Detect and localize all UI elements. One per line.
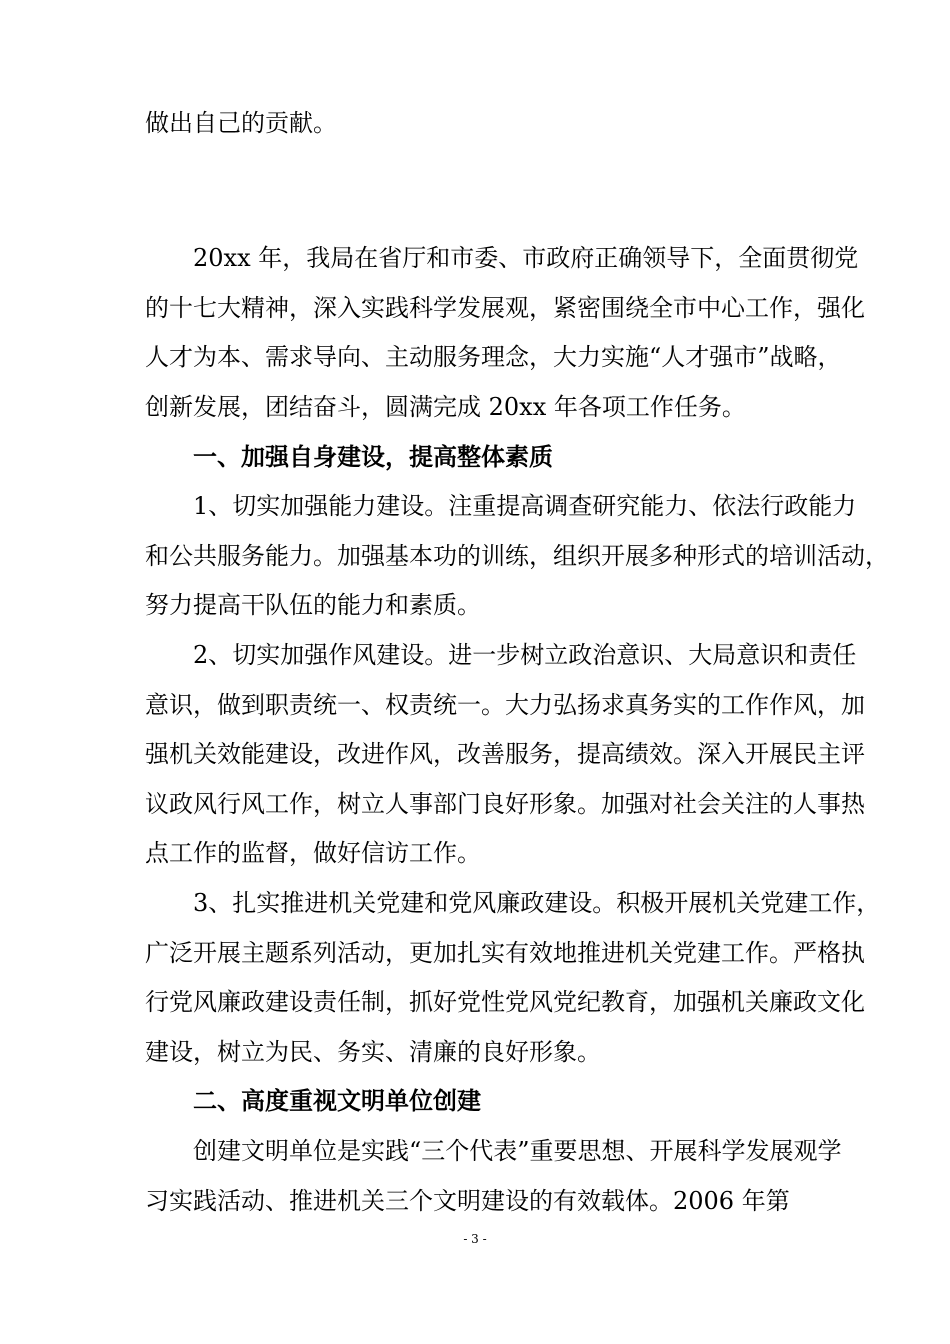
section-2-line-1: 创建文明单位是实践“三个代表”重要思想、开展科学发展观学 <box>193 1137 842 1165</box>
section-2-line-2: 习实践活动、推进机关三个文明建设的有效载体。2006 年第 <box>145 1187 790 1215</box>
continuation-text: 做出自己的贡献。 <box>145 109 337 137</box>
item-3-line-1: 3、扎实推进机关党建和党风廉政建设。积极开展机关党建工作， <box>193 889 881 917</box>
intro-line-3: 人才为本、需求导向、主动服务理念，大力实施“人才强市”战略， <box>145 343 842 371</box>
item-3-line-4: 建设，树立为民、务实、清廉的良好形象。 <box>145 1038 601 1066</box>
item-2-line-2: 意识，做到职责统一、权责统一。大力弘扬求真务实的工作作风，加 <box>145 691 865 719</box>
section-1-heading: 一、加强自身建设，提高整体素质 <box>193 442 553 471</box>
item-1-line-3: 努力提高干队伍的能力和素质。 <box>145 591 481 619</box>
item-2-line-1: 2、切实加强作风建设。进一步树立政治意识、大局意识和责任 <box>193 641 857 669</box>
section-2-heading: 二、高度重视文明单位创建 <box>193 1086 481 1115</box>
item-2-line-3: 强机关效能建设，改进作风，改善服务，提高绩效。深入开展民主评 <box>145 740 865 768</box>
intro-line-1: 20xx 年，我局在省厅和市委、市政府正确领导下，全面贯彻党 <box>193 244 859 272</box>
intro-line-2: 的十七大精神，深入实践科学发展观，紧密围绕全市中心工作，强化 <box>145 294 865 322</box>
item-3-line-3: 行党风廉政建设责任制，抓好党性党风党纪教育，加强机关廉政文化 <box>145 988 865 1016</box>
intro-line-4: 创新发展，团结奋斗，圆满完成 20xx 年各项工作任务。 <box>145 393 746 421</box>
item-3-line-2: 广泛开展主题系列活动，更加扎实有效地推进机关党建工作。严格执 <box>145 939 865 967</box>
item-2-line-5: 点工作的监督，做好信访工作。 <box>145 839 481 867</box>
item-1-line-1: 1、切实加强能力建设。注重提高调查研究能力、依法行政能力 <box>193 492 857 520</box>
item-2-line-4: 议政风行风工作，树立人事部门良好形象。加强对社会关注的人事热 <box>145 790 865 818</box>
item-1-line-2: 和公共服务能力。加强基本功的训练，组织开展多种形式的培训活动， <box>145 542 889 570</box>
page-number: - 3 - <box>463 1232 487 1246</box>
